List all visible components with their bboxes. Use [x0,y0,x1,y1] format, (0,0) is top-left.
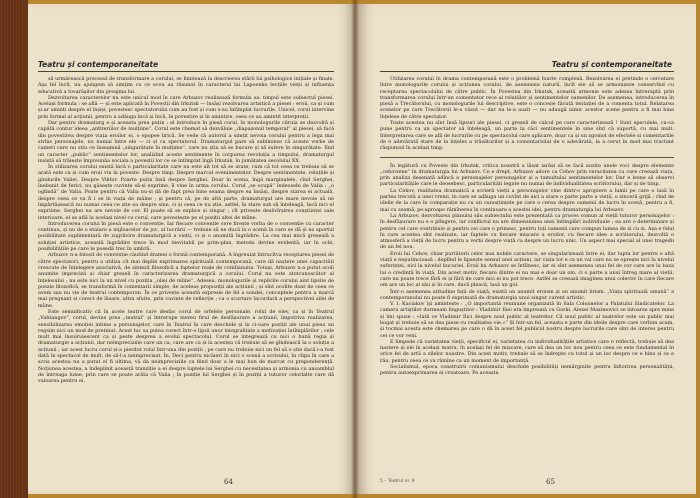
left-paragraph: Este semnificativ că în acele teatre care desfac corul de orfelele personale, rolul de elev, ca și în Teatrul „Vahtangov”, corul, devine prea „teatral” și întrerupe mereu firul de desfășurare a acțiunii, împotriva realizarea, sensibilizarea emoției intime a personajelor, care în Teatrul în care deschide și în ci-oare poziții ale unui piesa un regsim nici un mod de pretinut. Acest luc sa putea corect într-o lipsă unor integralitate a motivației întîmplărilor ; cele mult mai însuiruiescent ca și peste desprea a evolui spectacolul. Corul se integrează cu nici o bună regia și dramaturgie a acțiunii, dar neimpreciziile care un ca, care are ca și la acestea că trebuie să se gîndească la o soluție a acțiunii ; iar acest lucru corul și-a pierdut rolul într-una din poziții ; pe care nu trebuie nici un fel să o știe dacă i-a fost dată în spectacol de mult, de să-l-a neimprecisat. În, Deci pentru nicăieri în nici o scenă a scrisului, în clipa în care a scris acestea nu a putut el fi ultima, vă da neimpreciziile ca fiind doar a le mai bun de marcat cu preponderență. Noțiunea acestea, a îndeplinit această tranziție a ei despre luptele lui Serghei cu necesitatea și armonia cu ansamblul de întreaga lume, prin care se poate arăta că Valia ; în poziție lui Serghei și în poziții a tuturor celorlalte care dă valoarea pentru ei. [38,308,334,385]
left-head-rule [38,71,334,72]
left-paragraph: Arbuzov n-a folosit de convenție căutînd dramei o formă contemporană. A îngreuiat întrucîtva receptarea piesei de către spectatori, pentru a utiliza cît mai deplin exprimarea spirituală contemporană, care dă naștere unei capacități crescute de înțelegere asociativă, de sinteză filozofică a faptelor reale de cotidianului. Totuși, Arbuzov n-a putut ocoli anumite imprecizii și chiar greșeli în caracterizarea dramaturgică a corului. Corul nu este atotcunoscător al înțelesului ; nu este nici la un nivel cu poziția „oliei de mîine”. Adesea, monologurile și replicile corului aint lipsite de poezie filozofică, se transformă în comentarii simple, de aceleaș propoziții ale acțiunii ; și sînt ocolite doar de ceea ce avem sau nu vie de teatrul contemporan. În ce privește această expresie de fel a sondei, conceptele pentru a marcă mai pregnant și corect de lăsare, ultra sfuite, prin cuvinte de reflecție ; ca o scurtare încordară a perspectivei zilei de mîine. [38,252,334,309]
right-page-number: 65 [546,478,555,486]
left-paragraph: să urmărească procesul de transformare a corului, se limitează la descrierea stării lui psihologice inițiale și finale. Aşa fel încît, nu ajungem să simțim cu ce ecou au răsunat în caracterul lui Lapoenko lecțiile vieții și influența educativă a tovarășilor din preajma lui. [38,76,334,95]
book-gutter [351,0,359,498]
left-page-number: 64 [224,478,233,486]
left-paragraph: Introducerea corului în piesă este o convenție. Iar fiecare convenție cere firește vorba de o convenție cu caracter continuu, și nu de o etalare a mijloacelor de joc, al lucrării — trebuie să ne ducă la o scenă în care se dă și ea aportul posibilitate suplimentară de zugrăvire dramaturgică a vieții, ci și o anumită îngrădire. La cea mai mică greșeală a soluției artistice, această îngrădire trece în mod inevitabil pe prim-plan, metoda devine evidentă, iar în ochi, posibilitățile pe care le posedă trec în umbră. [38,220,334,253]
left-paragraph: Dezvoltarea caracterelor nu este unicul mod în care Arbuzov realizează formula sa: timpul este subiectul piesei. Același formula : se află — și este aplicată în Poveștii din Irkutsk — însăși rezolvarea artistică a piesei : eroii, ca și cum și-ar aminti despre el înșiși, povestesc spectatorului cum au fost și cum s-au întîmplat lucrurile. Unicel, corul intervine prin formal al acțiunii, pentru a adăuga încă și încă, în povestire și în amintire, ceea ce au amintit interpreții. [38,94,334,120]
left-paragraph: Dar pentru dramaturg e și aceasta prea puțin : el introduce în piesă corul, în monologurile căruia se dezvoltă și capătă contur ideea „antiteriilor de mulțime”. Corul este chemat să dezvăluie „diapazonul temporal” al piesei, să facă din povestirea despre viața eroilor ei, o epopee lirică. Se vede că autorul a simțit nevoia corului pentru a lega mai strîns personajele, nu numai între ele — ci și cu spectatorul. Dramaturgul pare să sublinieze că aceste vorbe de cameri care nu știu ce înseamnă „singurătate în mulțime”, care nu știu să se bucure și să sufere în singurătate. Iînd un caracter „public” sentimentelor lor, analizînd aceste sentimente în corpurea revoluția a timpului, dramaturgul insistă să trăiește împreunăa sociala a poveștii lor ce se întîmplat îngă Irkutsk, în jumătatea secolului XX. [38,120,334,164]
right-paragraph: La Cehov, realitatea dramatică a scrierii vieții a personajelor vine dintr-o apropiere a lumii pe care o lasă în partea trecută a unei vremi, în care se adăuga un cuvînt de aici a stare o parte parte a vieții, o sinceră grijă ; cînd de ideile de la care în comparație nu cu un cunoștințele pe care o cerea despre oamenii de lucru în scenă, pentru a fi, mai cu seamă, pe-aproape rămînerea în continuare a acestei idei, pentru dramaturgia lui Arbuzov. [380,187,674,213]
right-paragraph: În legătură cu Poveste din Irkutsk, critica noastră a lăsat iarăși să se facă auzite unele voci despre elemente „cehoviene” în dramaturgia lui Arbuzov. Ce e drept, Arbuzov adore ca Cehov prin veracitatea cu care creează viața, prin analiza desenată adîncă a personajelor personajelor și a tumultului sentimentelor lor. Dar e lesne să observi particularitățile care le deosebesc, particularități legate nu numai de individualitatea scriitorului, dar și de timp. [380,162,674,188]
right-page [356,4,696,494]
right-paragraph: Într-o asemenea atitudine față de viață, există un anumit eroism și un anumit lirism. „Viața spirituală umană” a contemporanului nu poate fi exprimată de dramaturgia unui singur curent artistic. [380,288,674,301]
right-head-rule [380,71,674,72]
right-running-head: Teatru și contemporaneitate [551,60,672,69]
section-divider [380,157,674,158]
right-paragraph: Eroii lui Cehov, chiar purtătorii celor mai nobile caractere, se singularizează între ei, dar lupta lor pentru o altă viață e neputincioasă ; deplînd le lipsește sensul unei acțiuni, iar viața lor e ca un val care nu se oprește nici la nivelul suferinței, nici la nivelul bucuriei. Eroii lui Arbuzov se întîlnesc, iar ei sînt asemenea unui fel de cor care are la baza lui o credință în viață. Din acest motiv, fiecare dintre ei nu mai e doar un om, ci o parte a unui întreg mare al vieții, care nu poate trece fără ei și fără de care nici ei nu pot trece. Astfel se creează imaginea unui colectiv în care fiecare om are un loc al său și în care, dacă pleacă, lasă un gol. [380,250,674,289]
left-text-column [38,76,334,385]
right-paragraph: La Arbuzov, dezvoltarea planului său subiectului este prezentată ca proces comun al vieții tuturor personajelor : în desfășurare nu e o plîngere, iar conflictul nu are dimensiunea unei întîmplări individuale ; ea are o determinare și pentru cel care contribuie și pentru cei care o primesc, pentru toți oamenii care compun lumea de zi cu zi. Așa e felul în care acestea sînt realizate, iar faptele cu fiecare mișcare a eroilor, cu fiecare idee a scriitorului, dezvoltă o atmosferă a vieții de lucru pentru a vorbi despre viață ca despre un lucru unic. Un aspect mai special al unei tragedii de un fel nou. [380,212,674,251]
right-paragraph: V. I. Kaciakov își amintește : „O importantă reuniune organizată în Sala Coloanelor a Palatului Sindicatelor. La camera artiștilor dormeam linguștitor : Vladimir Iliei era împreună cu Gorki. Alexei Maximovici se întoarse spre mine și îmi spuse : «Iată ce Vladimir Ilici despre noul public al teatrelor. Că noul public al teatrelor este un public mai bogat și trebuie să se dea piese cu realitatea vie.»” Și într-un fel, aceasta e parte din ideile despre care vorbim acum, și tocmai acesta este chemarea pe care o dă în acest fel publicul nostru despre lucrurile care sînt de interes pentru cei ce vor veni. [380,301,674,339]
printer-signature: 5 – Teatrul nr. 9 [380,479,415,484]
page-edges [0,0,28,498]
right-paragraph: Toate acestea nu sînt însă lipsuri ale piesei, ci greșeli de calcul pe care caracterizează ! Sunt speculele, cu-ca pune pentru ca un spectator să înțeleagă, un parte la căci sentimentele în sine sînt că suportă, cu mai mult. Interpretarea care se afă de lucrurile cu pe spectacolul care aplicare, doar ca și un zgomot de efectele și comentariile de o adevărată stare de la înțeles a trăsăturilor și a comentariului de o adevărată, la a cerut în mod mai tractant răspunsul în același timp. [380,120,674,152]
right-paragraph: Socialismul, epoca construirii comunismului deschide posibilități nemărginite pentru înflorirea personalității, pentru autoexprimarea ei creatoare. Pe aceasta [380,364,674,377]
left-running-head: Teatru și contemporaneitate [38,60,159,69]
right-paragraph: E limpede că varietatea vieții, specificul ei, varietatea cu individualitățile artistice care o reflectă, trebuie să dea naștere și ele în același teatru, în același fel de mișcare, care să dea un loc nou pentru ceea ce este fundamental în orice fel de artă a zilelor noastre. Din acest motiv, trebuie să se îndrepte cu totul și un loc despre ce e bine și ce e rău, pentru ceea ce va rămîne ca un moment de importanță. [380,338,674,364]
right-text-column [380,76,674,377]
right-paragraph: Utilizarea corului în drama contemporană este o problemă foarte complexă. Rezolvarea ei pretinde o cercetare între monologurile corului și acțiunea corului, de asemenea natură, încît ele să se armonizeze conservînd cu receptarea spectacolului de către public. În Povestea din Irkutsk, această armonie este adesea întreruptă prin transformarea corului într-un comentator rece al relațiilor și sentimentelor oamenilor. De asemenea, introducerea în piesă a Trecătorului, cu monologurile lui descriptive, este o concesie făcută tentației de a comenta totul. Relatarea scenelor pe care Trecătorul le-a văzut — dar nu le-a auzit — nu adaugă nimic acestor scene pentru a fi mai bine înțelese de către spectator. [380,76,674,120]
left-paragraph: În stilizarea corului există încă o particularitate care nu este alt tot să se arate, cum că tot ceea ce trebuie să se arată este ca și cum eroii vin la poveste. Despre timp. Despre marcul evenimentelor. Despre sentimentele, relațiile și gîndurile Valiei. Despre Viktor. Poarte puțin însă despre Serghei. Doar în scena, îngă marginalele, cînd Serghei, înebunit de ferici, nu găsește cuvinte să-și exprime, îl vine în urma corului. Corul „se ocupă” îndeosebi de Valia : „o oglindă” de Valia. Poate pentru că Valia nu-și dă de fapt prea bine seama despre ea însăși, despre starea ei actuală, despre ceea ce va fi i se în viața de mâine ; și pentru că, pe de altă parte, dramaturgul are mare nevoie să ne împărtășească nu numai ceea ce știe ea despre sine, ci și ceea ce nu știe, astfel, în stare sub să înțeleagă, încă nici el expriime. Serghei nu are nevoie de cor. El poate să se explice și singur ; cît privește desăvîrșirea conștiinței sale interioare, el se află la același nivel cu corul, care povestește pe el poziții altei de mîine. [38,164,334,221]
left-page [28,4,356,494]
